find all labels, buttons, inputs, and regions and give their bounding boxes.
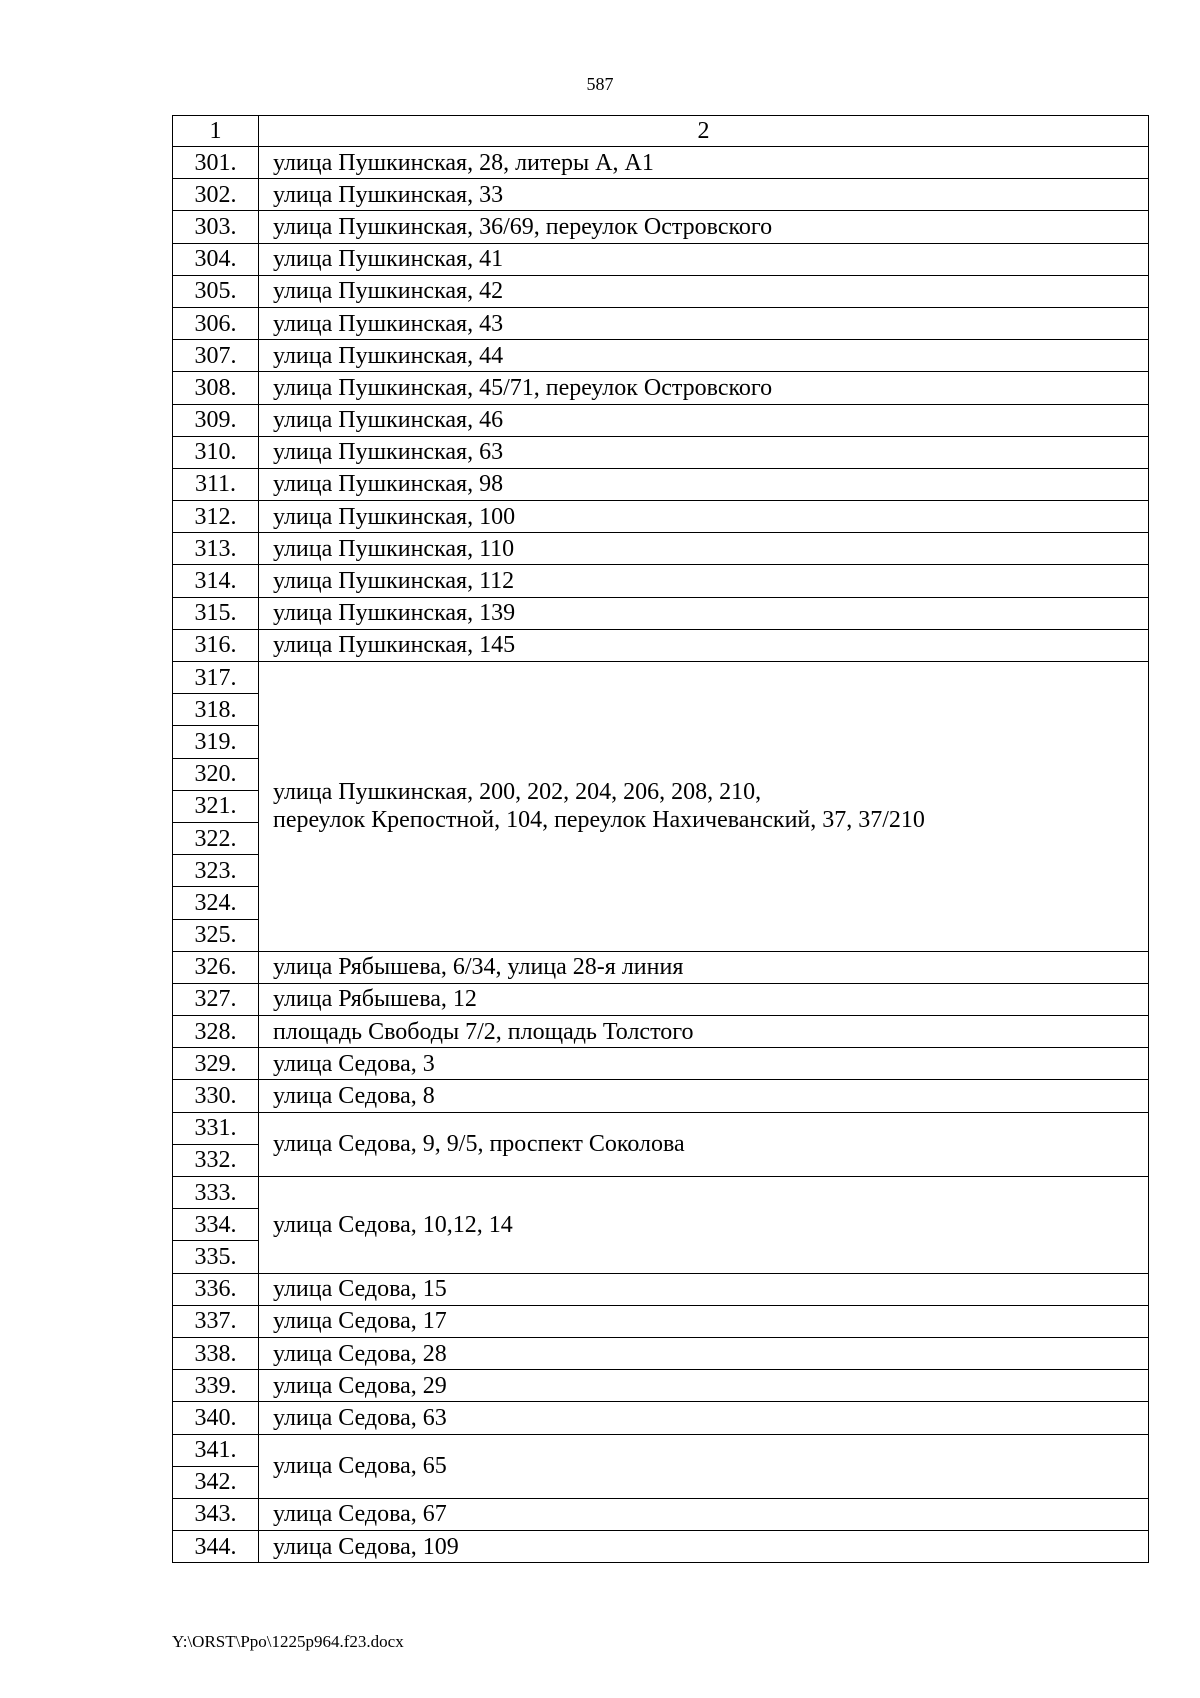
row-number: 310. [173, 436, 259, 468]
table-row [173, 179, 1149, 211]
address-cell: улица Седова, 63 [259, 1402, 1149, 1434]
row-number: 312. [173, 501, 259, 533]
row-number: 340. [173, 1402, 259, 1434]
row-number: 327. [173, 983, 259, 1015]
table-row [173, 1370, 1149, 1402]
row-number: 342. [173, 1466, 259, 1498]
address-cell: улица Рябышева, 6/34, улица 28-я линия [259, 951, 1149, 983]
table-row [173, 533, 1149, 565]
table-row [173, 468, 1149, 500]
address-cell: улица Пушкинская, 42 [259, 275, 1149, 307]
address-cell: улица Седова, 3 [259, 1048, 1149, 1080]
table-row [173, 1048, 1149, 1080]
table-row [173, 1402, 1149, 1434]
row-number: 339. [173, 1370, 259, 1402]
row-number: 305. [173, 275, 259, 307]
address-cell: улица Пушкинская, 36/69, переулок Островского [259, 211, 1149, 243]
row-number: 321. [173, 790, 259, 822]
row-number: 325. [173, 919, 259, 951]
table-row [173, 307, 1149, 339]
row-number: 336. [173, 1273, 259, 1305]
table-row [173, 565, 1149, 597]
address-table-body [173, 116, 1149, 1563]
row-number: 313. [173, 533, 259, 565]
address-cell: улица Пушкинская, 200, 202, 204, 206, 208, 210, переулок Крепостной, 104, переулок Нахичеванский, 37, 37/210 [259, 662, 1149, 952]
address-cell: улица Пушкинская, 41 [259, 243, 1149, 275]
row-number: 343. [173, 1498, 259, 1530]
table-row [173, 436, 1149, 468]
table-row [173, 1016, 1149, 1048]
column-header-address: 2 [259, 116, 1149, 147]
address-cell: улица Пушкинская, 44 [259, 340, 1149, 372]
address-cell: улица Пушкинская, 43 [259, 307, 1149, 339]
row-number: 330. [173, 1080, 259, 1112]
address-cell: улица Пушкинская, 28, литеры А, А1 [259, 147, 1149, 179]
row-number: 309. [173, 404, 259, 436]
address-cell: улица Седова, 17 [259, 1305, 1149, 1337]
address-cell: улица Седова, 9, 9/5, проспект Соколова [259, 1112, 1149, 1176]
row-number: 318. [173, 694, 259, 726]
table-row [173, 340, 1149, 372]
address-cell: площадь Свободы 7/2, площадь Толстого [259, 1016, 1149, 1048]
row-number: 332. [173, 1144, 259, 1176]
row-number: 320. [173, 758, 259, 790]
table-row [173, 951, 1149, 983]
table-row [173, 243, 1149, 275]
column-header-number: 1 [173, 116, 259, 147]
address-cell: улица Пушкинская, 45/71, переулок Островского [259, 372, 1149, 404]
row-number: 308. [173, 372, 259, 404]
address-cell: улица Пушкинская, 33 [259, 179, 1149, 211]
table-row [173, 1177, 1149, 1209]
table-row [173, 275, 1149, 307]
address-cell: улица Рябышева, 12 [259, 983, 1149, 1015]
row-number: 316. [173, 629, 259, 661]
address-cell: улица Седова, 28 [259, 1337, 1149, 1369]
address-cell: улица Седова, 65 [259, 1434, 1149, 1498]
table-row [173, 501, 1149, 533]
table-row [173, 1434, 1149, 1466]
row-number: 304. [173, 243, 259, 275]
address-cell: улица Седова, 67 [259, 1498, 1149, 1530]
row-number: 329. [173, 1048, 259, 1080]
table-row [173, 629, 1149, 661]
address-cell: улица Седова, 8 [259, 1080, 1149, 1112]
row-number: 311. [173, 468, 259, 500]
row-number: 301. [173, 147, 259, 179]
page-number: 587 [586, 74, 614, 94]
table-row [173, 372, 1149, 404]
address-cell: улица Пушкинская, 63 [259, 436, 1149, 468]
table-row [173, 1080, 1149, 1112]
address-cell: улица Пушкинская, 145 [259, 629, 1149, 661]
row-number: 319. [173, 726, 259, 758]
address-cell: улица Пушкинская, 139 [259, 597, 1149, 629]
table-row [173, 147, 1149, 179]
row-number: 333. [173, 1177, 259, 1209]
address-cell: улица Седова, 10,12, 14 [259, 1177, 1149, 1274]
address-cell: улица Пушкинская, 112 [259, 565, 1149, 597]
row-number: 315. [173, 597, 259, 629]
row-number: 334. [173, 1209, 259, 1241]
address-cell: улица Седова, 29 [259, 1370, 1149, 1402]
row-number: 303. [173, 211, 259, 243]
row-number: 341. [173, 1434, 259, 1466]
table-row [173, 597, 1149, 629]
row-number: 302. [173, 179, 259, 211]
row-number: 314. [173, 565, 259, 597]
row-number: 323. [173, 855, 259, 887]
row-number: 306. [173, 307, 259, 339]
row-number: 337. [173, 1305, 259, 1337]
table-row [173, 1112, 1149, 1144]
footer-file-path: Y:\ORST\Ppo\1225p964.f23.docx [172, 1632, 404, 1651]
address-cell: улица Пушкинская, 100 [259, 501, 1149, 533]
row-number: 338. [173, 1337, 259, 1369]
address-cell: улица Пушкинская, 46 [259, 404, 1149, 436]
table-row [173, 1498, 1149, 1530]
table-row [173, 404, 1149, 436]
table-row [173, 1305, 1149, 1337]
row-number: 317. [173, 662, 259, 694]
row-number: 328. [173, 1016, 259, 1048]
table-row [173, 662, 1149, 694]
address-table [172, 115, 1149, 1563]
table-row [173, 1531, 1149, 1563]
row-number: 324. [173, 887, 259, 919]
address-cell: улица Пушкинская, 110 [259, 533, 1149, 565]
table-row [173, 1273, 1149, 1305]
row-number: 307. [173, 340, 259, 372]
row-number: 322. [173, 822, 259, 854]
table-row [173, 211, 1149, 243]
table-row [173, 1337, 1149, 1369]
address-cell: улица Пушкинская, 98 [259, 468, 1149, 500]
row-number: 335. [173, 1241, 259, 1273]
table-row [173, 983, 1149, 1015]
address-cell: улица Седова, 15 [259, 1273, 1149, 1305]
address-cell: улица Седова, 109 [259, 1531, 1149, 1563]
row-number: 326. [173, 951, 259, 983]
row-number: 331. [173, 1112, 259, 1144]
row-number: 344. [173, 1531, 259, 1563]
table-header-row [173, 116, 1149, 147]
